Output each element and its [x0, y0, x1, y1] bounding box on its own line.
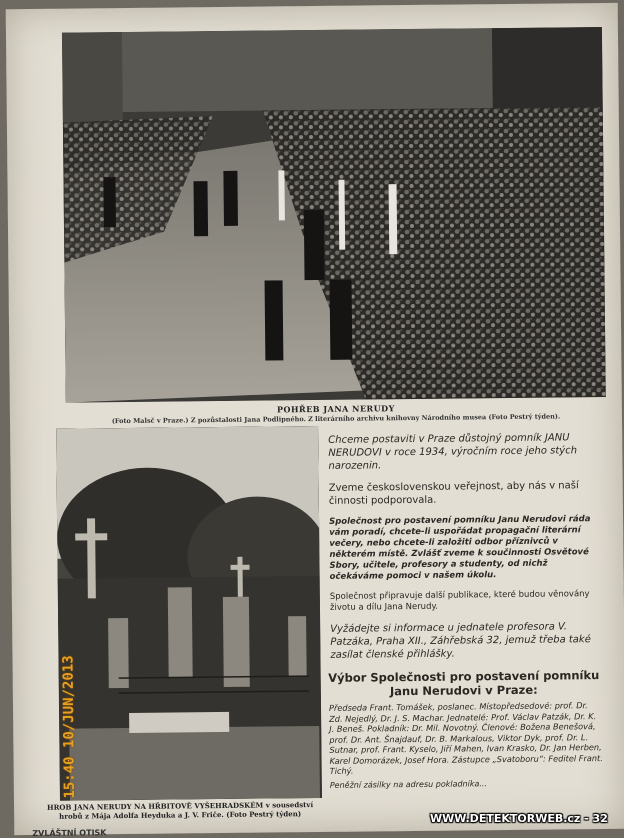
grave-photo-caption: HROB JANA NERUDY NA HŘBITOVĚ VYŠEHRADSKÉM v sousedství hrobů z Mája Adolfa Heyduka a J. V. Friče. (Foto Pestrý týden) [46, 800, 314, 821]
article-last-line: Peněžní zásilky na adresu pokladníka... [329, 778, 488, 790]
article-paragraph-4: Společnost připravuje další publikace, které budou věnovány životu a dílu Jana Nerudy. [329, 589, 590, 613]
funeral-photo-credit: (Foto Malsč v Praze.) Z pozůstalosti Jana Podlipného. Z literárního archivu knihovny Národního musea (Foto Pestrý týden). [111, 412, 561, 426]
photo-timestamp: 15:40 10/JUN/2013 [60, 655, 78, 799]
grave-photo [56, 426, 322, 801]
article-column [322, 431, 604, 789]
article-paragraph-5: Vyžádejte si informace u jednatele profesora V. Patzáka, Praha XII., Záhřebská 32, jemuž třeba také zasílat členské přihlášky. [330, 621, 591, 661]
article-paragraph-2: Zveme československou veřejnost, aby nás v naší činnosti podporovala. [328, 480, 579, 507]
site-watermark: WWW.DETEKTORWEB.cz - 32 [430, 812, 608, 825]
article-paragraph-1: Chceme postaviti v Praze důstojný pomník JANU NERUDOVI v roce 1934, výročním roce jeho stých narozenin. [328, 432, 578, 472]
article-paragraph-3: Společnost pro postavení pomníku Janu Nerudovi ráda vám poradí, chcete-li uspořádat propagační literární večery, nebo chcete-li založiti odbor příznivců v některém místě. Zvlášť zveme k součinnosti Osvětové Sbory, učitele, profesory a studenty, od nichž očekáváme pomoci v našem úkolu. [329, 514, 591, 582]
funeral-photo [62, 27, 606, 403]
committee-members: Předseda Frant. Tomášek, poslanec. Místopředsedové: prof. Dr. Zd. Nejedlý, Dr. J. S. Machar. Jednatelé: Prof. Václav Patzák, Dr. K. J. Beneš. Pokladník: Dr. Mil. Novotný. Členové: Božena Benešová, prof. Dr. Ant. Šnajdauf, Dr. B. Markalous, Viktor Dyk, prof. Dr. L. Sutnar, prof. Frant. Kyselo, Jiří Mahen, Ivan Krasko, Dr. Jan Herben, Karel Domorázek, Josef Hora. Zástupce „Svatoboru“: Feditel Frant. Tichý. [328, 700, 603, 776]
committee-heading: Výbor Společnosti pro postavení pomníku Janu Nerudovi v Praze: [328, 668, 600, 699]
footer-label: ZVLÁŠTNÍ OTISK [32, 828, 107, 838]
funeral-photo-title: POHŘEB JANA NERUDY [276, 403, 395, 415]
magazine-page [6, 3, 624, 838]
